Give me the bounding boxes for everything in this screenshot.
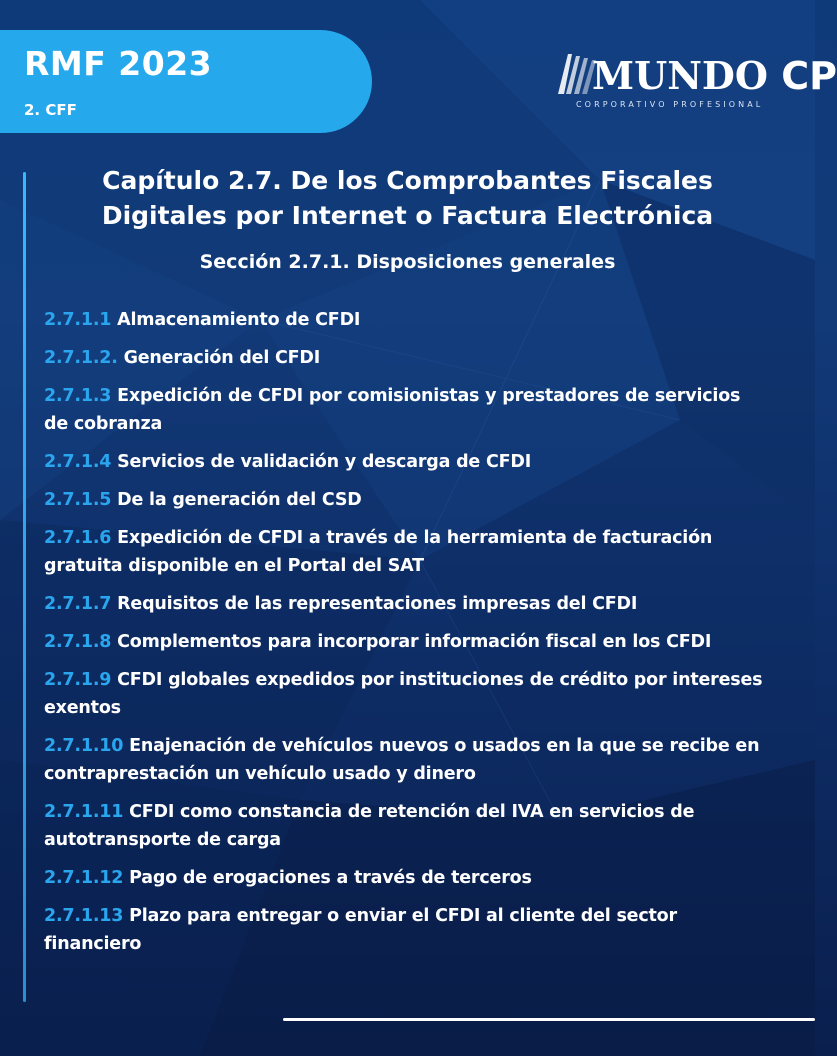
list-item <box>44 344 764 372</box>
list-item <box>44 590 764 618</box>
item-text: Pago de erogaciones a través de terceros <box>123 868 532 888</box>
item-text: Plazo para entregar o enviar el CFDI al cliente del sector financiero <box>44 906 677 954</box>
logo-wordmark <box>592 53 837 98</box>
list-item <box>44 306 764 334</box>
item-text: CFDI como constancia de retención del IVA en servicios de autotransporte de carga <box>44 802 695 850</box>
bottom-divider <box>283 1018 815 1021</box>
item-number: 2.7.1.6 <box>44 528 112 548</box>
list-item <box>44 486 764 514</box>
section-title: Sección 2.7.1. Disposiciones generales <box>199 251 616 273</box>
list-item <box>44 864 764 892</box>
chapter-title-line2: Digitales por Internet o Factura Electrónica <box>101 201 714 230</box>
item-number: 2.7.1.8 <box>44 632 112 652</box>
item-text: Complementos para incorporar información fiscal en los CFDI <box>111 632 712 652</box>
chapter-title <box>60 163 755 233</box>
logo-brand-cp: CP <box>781 54 837 98</box>
logo-brand-script: MUNDO <box>592 53 768 98</box>
item-number: 2.7.1.3 <box>44 386 112 406</box>
header-title: RMF 2023 <box>24 44 213 83</box>
item-text: De la generación del CSD <box>111 490 362 510</box>
item-text: Servicios de validación y descarga de CFDI <box>111 452 532 472</box>
list-item <box>44 902 764 958</box>
item-number: 2.7.1.11 <box>44 802 124 822</box>
item-text: Expedición de CFDI a través de la herramienta de facturación gratuita disponible en el Portal del SAT <box>44 528 713 576</box>
logo-tagline: CORPORATIVO PROFESIONAL <box>576 100 764 109</box>
item-text: Almacenamiento de CFDI <box>111 310 361 330</box>
list-item <box>44 666 764 722</box>
item-number: 2.7.1.13 <box>44 906 124 926</box>
item-text: Enajenación de vehículos nuevos o usados en la que se recibe en contraprestación un vehículo usado y dinero <box>44 736 760 784</box>
rules-list <box>44 306 764 968</box>
item-text: Generación del CFDI <box>117 348 321 368</box>
item-number: 2.7.1.10 <box>44 736 124 756</box>
item-number: 2.7.1.5 <box>44 490 112 510</box>
item-number: 2.7.1.7 <box>44 594 112 614</box>
item-text: Requisitos de las representaciones impresas del CFDI <box>111 594 638 614</box>
item-text: Expedición de CFDI por comisionistas y prestadores de servicios de cobranza <box>44 386 741 434</box>
list-item <box>44 732 764 788</box>
list-item <box>44 382 764 438</box>
item-number: 2.7.1.9 <box>44 670 112 690</box>
item-number: 2.7.1.4 <box>44 452 112 472</box>
left-accent-rule <box>23 172 26 1002</box>
header-subtitle: 2. CFF <box>24 101 77 119</box>
item-text: CFDI globales expedidos por instituciones de crédito por intereses exentos <box>44 670 763 718</box>
list-item <box>44 628 764 656</box>
mundo-cp-logo <box>554 50 837 114</box>
list-item <box>44 448 764 476</box>
chapter-title-line1: Capítulo 2.7. De los Comprobantes Fiscales <box>102 166 713 195</box>
list-item <box>44 798 764 854</box>
item-number: 2.7.1.1 <box>44 310 112 330</box>
item-number: 2.7.1.12 <box>44 868 124 888</box>
list-item <box>44 524 764 580</box>
item-number: 2.7.1.2. <box>44 348 118 368</box>
